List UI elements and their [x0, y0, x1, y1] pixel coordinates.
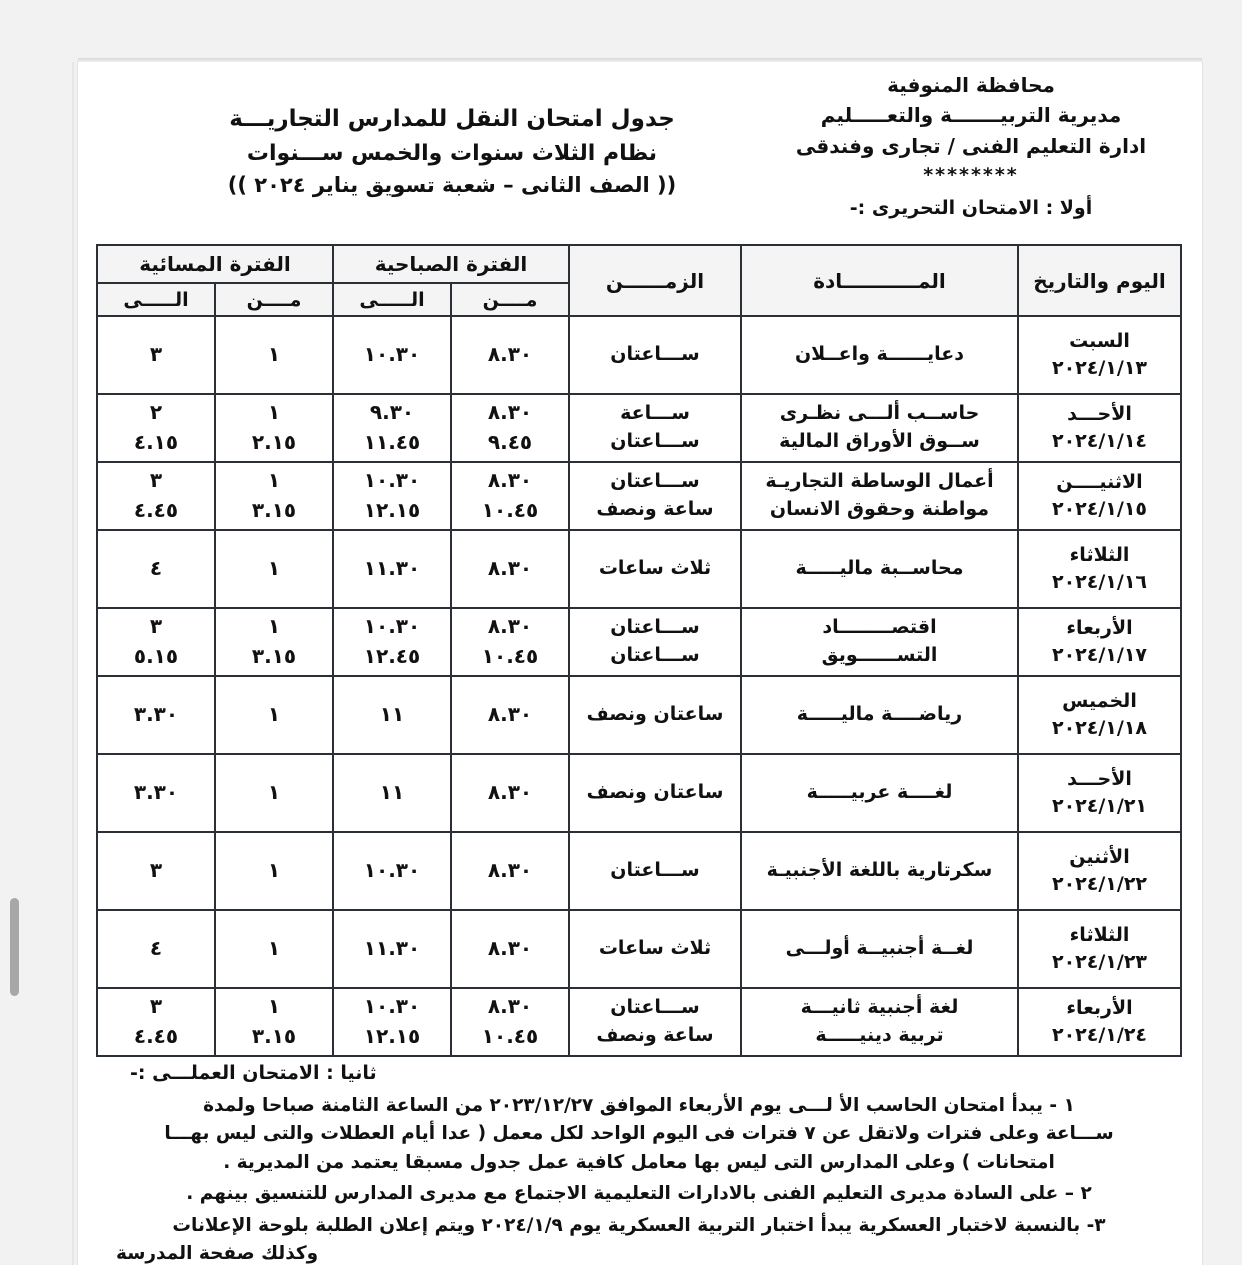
- cell-evening-to-line: ٣: [149, 342, 163, 367]
- cell-duration-line: ثلاث ساعات: [598, 557, 712, 580]
- note-3-line-1: ٣- بالنسبة لاختبار العسكرية يبدأ اختبار التربية العسكرية يوم ٢٠٢٤/١/٩ ويتم إعلان الطلبة بلوحة الإعلانات: [172, 1214, 1106, 1236]
- cell-evening-to-line: ٣: [149, 858, 163, 883]
- cell-date-line: ٢٠٢٤/١/٢٣: [1051, 951, 1148, 973]
- cell-duration: [569, 608, 741, 676]
- cell-morning-from: [451, 676, 569, 754]
- cell-evening-from: [215, 530, 333, 608]
- th-duration: الزمــــــن: [569, 245, 741, 316]
- note-1: [96, 1092, 1182, 1177]
- note-3-line-2: وكذلك صفحة المدرسة: [116, 1243, 319, 1265]
- cell-morning-to: [333, 676, 451, 754]
- cell-duration: [569, 676, 741, 754]
- table-row: [97, 608, 1181, 676]
- table-head: [97, 245, 1181, 316]
- cell-morning-from: [451, 394, 569, 462]
- cell-morning-from-line: ٨.٣٠: [487, 614, 533, 639]
- th-date: اليوم والتاريخ: [1018, 245, 1181, 316]
- cell-duration-line: ســـاعتان: [610, 343, 700, 366]
- exam-schedule-table: [96, 244, 1182, 1057]
- cell-evening-to: [97, 394, 215, 462]
- cell-morning-from-line: ١٠.٤٥: [481, 1024, 539, 1048]
- cell-date: [1018, 754, 1181, 832]
- cell-date-line: ٢٠٢٤/١/٢١: [1051, 795, 1148, 817]
- paper-sheet: [78, 62, 1202, 1265]
- cell-morning-to-line: ١٢.١٥: [363, 1024, 421, 1048]
- table-row: [97, 754, 1181, 832]
- cell-subject-line: اقتصــــــــاد: [822, 616, 937, 639]
- cell-duration-line: ساعتان ونصف: [586, 703, 724, 726]
- cell-duration-line: ثلاث ساعات: [598, 937, 712, 960]
- cell-subject-line: دعايــــــة واعــلان: [794, 343, 965, 366]
- cell-date: [1018, 832, 1181, 910]
- cell-subject-line: لغــة أجنبيــة أولـــى: [785, 937, 974, 960]
- cell-evening-from: [215, 988, 333, 1056]
- cell-evening-to-line: ٣.٣٠: [133, 702, 179, 727]
- cell-date-line: ٢٠٢٤/١/١٤: [1051, 430, 1148, 452]
- cell-evening-to-line: ٣.٣٠: [133, 780, 179, 805]
- cell-morning-to-line: ٩.٣٠: [369, 400, 415, 425]
- table-row: [97, 910, 1181, 988]
- cell-evening-to-line: ٥.١٥: [133, 644, 179, 668]
- cell-date-line: ٢٠٢٤/١/١٥: [1051, 498, 1148, 520]
- cell-subject-line: أعمال الوساطة التجاريـة: [765, 470, 994, 493]
- cell-subject: [741, 910, 1018, 988]
- cell-subject: [741, 754, 1018, 832]
- table-body: [97, 316, 1181, 1056]
- cell-date: [1018, 988, 1181, 1056]
- cell-date-line: الأربعاء: [1066, 617, 1133, 640]
- cell-duration-line: ســـاعتان: [610, 470, 700, 493]
- cell-evening-to-line: ٤: [149, 936, 163, 961]
- cell-morning-from-line: ٨.٣٠: [487, 468, 533, 493]
- cell-date-line: الأحـــد: [1067, 768, 1132, 791]
- cell-date-line: الأحـــد: [1067, 403, 1132, 426]
- first-section-label: أولا : الامتحان التحريرى :-: [849, 197, 1093, 220]
- cell-duration: [569, 394, 741, 462]
- cell-evening-to-line: ٣: [149, 614, 163, 639]
- table-row: [97, 988, 1181, 1056]
- cell-subject-line: حاســب ألـــى نظـرى: [779, 402, 980, 425]
- table-row: [97, 832, 1181, 910]
- cell-date: [1018, 316, 1181, 394]
- cell-evening-from: [215, 832, 333, 910]
- cell-date-line: ٢٠٢٤/١/١٧: [1051, 644, 1148, 666]
- cell-date-line: الثلاثاء: [1069, 924, 1130, 947]
- note-2-line-1: ٢ – على السادة مديرى التعليم الفنى بالادارات التعليمية الاجتماع مع مديرى المدارس للتنسيق بينهم .: [186, 1183, 1092, 1205]
- cell-evening-from-line: ١: [267, 468, 281, 493]
- cell-morning-from-line: ٩.٤٥: [487, 430, 533, 454]
- note-2: [96, 1180, 1182, 1208]
- cell-duration-line: ســـاعتان: [610, 430, 700, 452]
- cell-duration: [569, 530, 741, 608]
- th-morning-period: الفترة الصباحية: [333, 245, 569, 283]
- cell-morning-from-line: ١٠.٤٥: [481, 644, 539, 668]
- cell-morning-to: [333, 316, 451, 394]
- cell-morning-to-line: ١٠.٣٠: [363, 342, 421, 367]
- cell-date-line: ٢٠٢٤/١/١٦: [1051, 571, 1148, 593]
- cell-evening-to: [97, 910, 215, 988]
- cell-morning-from: [451, 462, 569, 530]
- cell-morning-from-line: ٨.٣٠: [487, 780, 533, 805]
- cell-duration: [569, 462, 741, 530]
- note-1-line-1: ١ - يبدأ امتحان الحاسب الأ لـــى يوم الأربعاء الموافق ٢٠٢٣/١٢/٢٧ من الساعة الثامنة صباحا ولمدة: [203, 1095, 1075, 1116]
- cell-evening-to-line: ٤.٤٥: [133, 1024, 179, 1048]
- cell-morning-from-line: ٨.٣٠: [487, 936, 533, 961]
- cell-evening-from: [215, 676, 333, 754]
- cell-morning-from-line: ٨.٣٠: [487, 994, 533, 1019]
- cell-duration-line: ســـاعتان: [610, 996, 700, 1019]
- cell-duration-line: ســـاعتان: [610, 644, 700, 666]
- cell-morning-to-line: ١٠.٣٠: [363, 994, 421, 1019]
- cell-date-line: ٢٠٢٤/١/٢٢: [1051, 873, 1148, 895]
- cell-morning-from: [451, 988, 569, 1056]
- cell-evening-to: [97, 676, 215, 754]
- cell-morning-from-line: ٨.٣٠: [487, 702, 533, 727]
- cell-subject: [741, 316, 1018, 394]
- cell-morning-to: [333, 462, 451, 530]
- cell-evening-from: [215, 316, 333, 394]
- cell-morning-to: [333, 910, 451, 988]
- cell-subject-line: لغة أجنبية ثانيـــة: [800, 996, 959, 1019]
- scan-scrollbar-artifact: [10, 898, 19, 996]
- cell-morning-from-line: ٨.٣٠: [487, 400, 533, 425]
- cell-morning-from: [451, 832, 569, 910]
- cell-evening-from: [215, 462, 333, 530]
- cell-duration: [569, 754, 741, 832]
- cell-date-line: الاثنيــــن: [1056, 471, 1143, 494]
- cell-date: [1018, 608, 1181, 676]
- cell-morning-from: [451, 608, 569, 676]
- cell-evening-from: [215, 608, 333, 676]
- th-evening-period: الفترة المسائية: [97, 245, 333, 283]
- cell-duration-line: ســـاعتان: [610, 859, 700, 882]
- cell-date: [1018, 462, 1181, 530]
- cell-morning-to-line: ١١.٣٠: [363, 556, 421, 581]
- cell-evening-from-line: ١: [267, 994, 281, 1019]
- cell-subject-line: لغــــة عربيـــــة: [806, 781, 953, 804]
- cell-subject-line: محاســبة ماليـــــة: [795, 557, 964, 580]
- cell-date: [1018, 910, 1181, 988]
- cell-evening-from-line: ١: [267, 400, 281, 425]
- cell-morning-to-line: ١٠.٣٠: [363, 614, 421, 639]
- cell-morning-from: [451, 316, 569, 394]
- cell-evening-to-line: ٢: [149, 400, 163, 425]
- note-3: [96, 1212, 1182, 1265]
- cell-date-line: ٢٠٢٤/١/٢٤: [1051, 1024, 1148, 1046]
- page-subtitle: نظام الثلاث سنوات والخمس ســـنوات: [246, 140, 658, 166]
- cell-morning-to: [333, 394, 451, 462]
- cell-morning-to-line: ١٢.١٥: [363, 498, 421, 522]
- cell-evening-to-line: ٤: [149, 556, 163, 581]
- scan-margin-line: [72, 62, 74, 1265]
- cell-evening-from-line: ١: [267, 936, 281, 961]
- cell-evening-to: [97, 462, 215, 530]
- cell-date-line: الخميس: [1062, 690, 1137, 713]
- table-row: [97, 316, 1181, 394]
- cell-evening-to: [97, 530, 215, 608]
- cell-morning-from-line: ١٠.٤٥: [481, 498, 539, 522]
- cell-subject: [741, 608, 1018, 676]
- cell-evening-from-line: ٢.١٥: [251, 430, 297, 454]
- cell-morning-to-line: ١١.٣٠: [363, 936, 421, 961]
- cell-morning-from: [451, 530, 569, 608]
- cell-morning-to: [333, 608, 451, 676]
- cell-duration: [569, 832, 741, 910]
- th-morning-to: الـــــى: [333, 283, 451, 316]
- th-evening-from: مــــن: [215, 283, 333, 316]
- cell-morning-to: [333, 530, 451, 608]
- cell-morning-to-line: ١١: [379, 702, 405, 727]
- cell-evening-to: [97, 754, 215, 832]
- cell-evening-from-line: ١: [267, 556, 281, 581]
- cell-date-line: الأربعاء: [1066, 997, 1133, 1020]
- cell-evening-to: [97, 316, 215, 394]
- cell-subject-line: التســــــويق: [821, 644, 938, 666]
- cell-subject: [741, 462, 1018, 530]
- cell-evening-from-line: ٣.١٥: [251, 498, 297, 522]
- cell-subject: [741, 676, 1018, 754]
- table-row: [97, 462, 1181, 530]
- page-title: جدول امتحان النقل للمدارس التجاريـــة: [229, 106, 675, 132]
- cell-subject: [741, 988, 1018, 1056]
- cell-evening-from-line: ١: [267, 702, 281, 727]
- cell-morning-from: [451, 910, 569, 988]
- cell-duration: [569, 988, 741, 1056]
- cell-evening-to-line: ٣: [149, 468, 163, 493]
- cell-duration-line: ســـاعتان: [610, 616, 700, 639]
- cell-subject: [741, 530, 1018, 608]
- cell-duration-line: ساعة ونصف: [596, 498, 714, 520]
- cell-morning-to-line: ١٠.٣٠: [363, 468, 421, 493]
- cell-morning-from: [451, 754, 569, 832]
- cell-duration: [569, 910, 741, 988]
- cell-evening-to-line: ٤.٤٥: [133, 498, 179, 522]
- administration-line: ادارة التعليم الفنى / تجارى وفندقى: [795, 133, 1147, 158]
- header-title-block: [172, 102, 732, 202]
- note-1-line-3: امتحانات ) وعلى المدارس التى ليس بها معامل كافية عمل جدول مسبقا يعتمد من المديرية .: [223, 1151, 1055, 1173]
- cell-evening-from-line: ١: [267, 780, 281, 805]
- cell-evening-to-line: ٤.١٥: [133, 430, 179, 454]
- cell-evening-from-line: ١: [267, 858, 281, 883]
- cell-evening-to: [97, 832, 215, 910]
- cell-evening-from-line: ٣.١٥: [251, 1024, 297, 1048]
- cell-duration-line: ســـاعة: [620, 402, 690, 425]
- cell-date: [1018, 676, 1181, 754]
- cell-duration: [569, 316, 741, 394]
- cell-evening-from: [215, 394, 333, 462]
- cell-evening-from-line: ٣.١٥: [251, 644, 297, 668]
- cell-evening-from-line: ١: [267, 614, 281, 639]
- cell-subject-line: ســوق الأوراق المالية: [779, 430, 980, 452]
- cell-morning-from-line: ٨.٣٠: [487, 342, 533, 367]
- cell-subject-line: رياضــــة ماليـــــة: [796, 703, 963, 726]
- governorate-line: محافظة المنوفية: [887, 73, 1055, 97]
- cell-morning-to: [333, 754, 451, 832]
- table-row: [97, 676, 1181, 754]
- class-term-line: (( الصف الثانى – شعبة تسويق يناير ٢٠٢٤ )): [227, 173, 677, 198]
- cell-morning-from-line: ٨.٣٠: [487, 556, 533, 581]
- cell-subject-line: تربية دينيـــــة: [815, 1024, 944, 1046]
- cell-evening-to-line: ٣: [149, 994, 163, 1019]
- cell-morning-to-line: ١١.٤٥: [363, 430, 421, 454]
- cell-date-line: الثلاثاء: [1069, 544, 1130, 567]
- cell-subject: [741, 832, 1018, 910]
- table-row: [97, 530, 1181, 608]
- cell-date-line: الأثنين: [1069, 846, 1130, 869]
- th-subject: المـــــــــــادة: [741, 245, 1018, 316]
- cell-morning-to: [333, 988, 451, 1056]
- cell-evening-from: [215, 754, 333, 832]
- th-evening-to: الـــــى: [97, 283, 215, 316]
- cell-date-line: ٢٠٢٤/١/١٨: [1051, 717, 1148, 739]
- cell-morning-to: [333, 832, 451, 910]
- cell-duration-line: ساعة ونصف: [596, 1024, 714, 1046]
- directorate-line: مديرية التربيـــــــة والتعـــــليم: [820, 103, 1122, 128]
- cell-subject-line: مواطنة وحقوق الانسان: [769, 498, 990, 520]
- cell-evening-from: [215, 910, 333, 988]
- cell-date-line: ٢٠٢٤/١/١٣: [1051, 357, 1148, 379]
- table-row: [97, 394, 1181, 462]
- cell-date: [1018, 394, 1181, 462]
- cell-morning-to-line: ١١: [379, 780, 405, 805]
- cell-evening-from-line: ١: [267, 342, 281, 367]
- cell-date-line: السبت: [1069, 330, 1130, 353]
- cell-evening-to: [97, 608, 215, 676]
- cell-morning-to-line: ١٢.٤٥: [363, 644, 421, 668]
- cell-morning-to-line: ١٠.٣٠: [363, 858, 421, 883]
- note-1-line-2: ســـاعة وعلى فترات ولاتقل عن ٧ فترات فى اليوم الواحد لكل معمل ( عدا أيام العطلات والتى ليس بهـــا: [164, 1123, 1114, 1145]
- cell-subject: [741, 394, 1018, 462]
- header-right-block: [756, 70, 1186, 223]
- second-section-label: ثانيا : الامتحان العملـــى :-: [130, 1062, 377, 1084]
- cell-date: [1018, 530, 1181, 608]
- th-morning-from: مــــن: [451, 283, 569, 316]
- cell-subject-line: سكرتارية باللغة الأجنبيـة: [766, 859, 993, 882]
- footer-notes: [96, 1062, 1182, 1265]
- stars-divider: ********: [923, 164, 1019, 187]
- cell-duration-line: ساعتان ونصف: [586, 781, 724, 804]
- cell-evening-to: [97, 988, 215, 1056]
- cell-morning-from-line: ٨.٣٠: [487, 858, 533, 883]
- document-header: [78, 66, 1202, 241]
